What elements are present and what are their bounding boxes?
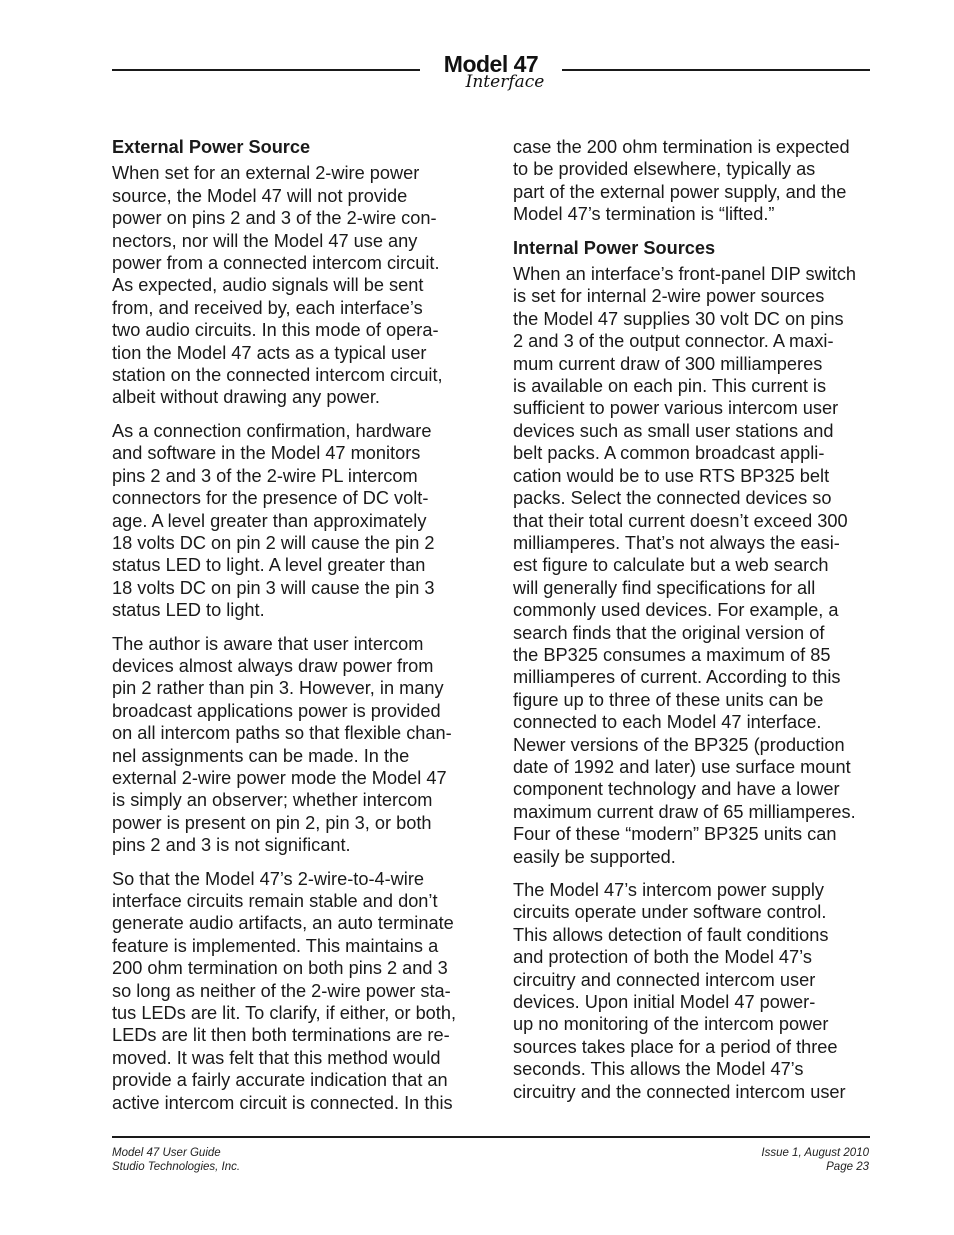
text-line: provide a fairly accurate indication that an: [112, 1070, 448, 1091]
section-heading-internal-power: Internal Power Sources: [513, 237, 716, 258]
text-line: seconds. This allows the Model 47’s: [513, 1059, 804, 1080]
text-line: up no monitoring of the intercom power: [513, 1014, 829, 1035]
footer-rule: [112, 1136, 870, 1138]
text-line: is available on each pin. This current is: [513, 376, 827, 397]
text-line: sufficient to power various intercom user: [513, 398, 839, 419]
text-line: As a connection confirmation, hardware: [112, 420, 432, 441]
text-line: the BP325 consumes a maximum of 85: [513, 644, 831, 665]
paragraph: [513, 879, 875, 1103]
text-line: circuitry and connected intercom user: [513, 969, 816, 990]
text-line: milliamperes of current. According to this: [513, 667, 841, 688]
text-line: figure up to three of these units can be: [513, 689, 824, 710]
text-line: date of 1992 and later) use surface mount: [513, 756, 851, 777]
footer-issue: Issue 1, August 2010: [761, 1147, 869, 1159]
text-line: When an interface’s front-panel DIP switch: [513, 264, 857, 285]
text-line: devices such as small user stations and: [513, 420, 834, 441]
paragraph: [513, 263, 875, 868]
text-line: LEDs are lit then both terminations are re-: [112, 1025, 450, 1046]
text-line: As expected, audio signals will be sent: [112, 275, 424, 296]
text-line: The author is aware that user intercom: [112, 633, 424, 654]
logo-title: Model 47: [443, 51, 539, 77]
header-rule-right: [562, 69, 870, 71]
text-line: tus LEDs are lit. To clarify, if either, or both,: [112, 1003, 457, 1024]
header-rule-left: [112, 69, 420, 71]
text-line: component technology and have a lower: [513, 779, 840, 800]
text-line: devices. Upon initial Model 47 power-: [513, 992, 816, 1013]
footer-company: Studio Technologies, Inc.: [112, 1161, 241, 1173]
text-line: maximum current draw of 65 milliamperes.: [513, 801, 856, 822]
text-line: When set for an external 2-wire power: [112, 163, 420, 184]
text-line: broadcast applications power is provided: [112, 700, 441, 721]
text-line: The Model 47’s intercom power supply: [513, 880, 825, 900]
text-line: est figure to calculate but a web search: [513, 555, 829, 576]
paragraph: [112, 868, 472, 1114]
text-line: nectors, nor will the Model 47 use any: [112, 230, 418, 251]
text-line: 18 volts DC on pin 3 will cause the pin 3: [112, 577, 435, 598]
text-line: part of the external power supply, and the: [513, 181, 847, 202]
text-line: from, and received by, each interface’s: [112, 297, 423, 318]
paragraph: [112, 633, 472, 857]
text-line: circuits operate under software control.: [513, 902, 827, 923]
left-column: [112, 136, 472, 1125]
text-line: so long as neither of the 2-wire power sta-: [112, 980, 451, 1001]
text-line: is simply an observer; whether intercom: [112, 790, 433, 811]
model-47-logo: [420, 52, 562, 90]
text-line: is set for internal 2-wire power sources: [513, 286, 825, 307]
text-line: Model 47’s termination is “lifted.”: [513, 204, 775, 225]
text-line: pins 2 and 3 of the 2-wire PL intercom: [112, 465, 418, 486]
text-line: tion the Model 47 acts as a typical user: [112, 342, 427, 363]
footer-right: [761, 1146, 869, 1174]
text-line: So that the Model 47’s 2-wire-to-4-wire: [112, 868, 425, 889]
paragraph: [112, 420, 472, 622]
text-line: power is present on pin 2, pin 3, or both: [112, 812, 432, 833]
footer-page-number: Page 23: [826, 1161, 869, 1173]
text-line: connected to each Model 47 interface.: [513, 712, 822, 733]
text-line: and software in the Model 47 monitors: [112, 443, 421, 464]
text-line: easily be supported.: [513, 846, 676, 867]
text-line: Newer versions of the BP325 (production: [513, 734, 845, 755]
text-line: connectors for the presence of DC volt-: [112, 488, 429, 509]
text-line: interface circuits remain stable and don’t: [112, 891, 438, 911]
section-heading-external-power: External Power Source: [112, 137, 311, 157]
text-line: to be provided elsewhere, typically as: [513, 159, 816, 180]
text-line: will generally find specifications for all: [513, 577, 816, 598]
text-line: source, the Model 47 will not provide: [112, 185, 408, 206]
text-line: on all intercom paths so that flexible chan-: [112, 723, 452, 744]
text-line: circuitry and the connected intercom user: [513, 1081, 846, 1102]
text-line: station on the connected intercom circuit,: [112, 365, 443, 386]
text-line: pins 2 and 3 is not significant.: [112, 835, 351, 856]
text-line: generate audio artifacts, an auto terminate: [112, 913, 454, 934]
text-line: that their total current doesn’t exceed 300: [513, 510, 848, 531]
right-column: [513, 136, 875, 1114]
text-line: 2 and 3 of the output connector. A maxi-: [513, 331, 834, 352]
text-line: feature is implemented. This maintains a: [112, 935, 439, 956]
text-line: age. A level greater than approximately: [112, 510, 427, 531]
logo-subtitle: Interface: [465, 72, 545, 92]
text-line: two audio circuits. In this mode of opera-: [112, 320, 439, 341]
text-line: Four of these “modern” BP325 units can: [513, 824, 837, 845]
text-line: case the 200 ohm termination is expected: [513, 137, 850, 157]
paragraph: [513, 136, 875, 226]
footer-left: [112, 1146, 240, 1174]
text-line: 200 ohm termination on both pins 2 and 3: [112, 958, 448, 979]
text-line: milliamperes. That’s not always the easi-: [513, 532, 840, 553]
text-line: albeit without drawing any power.: [112, 387, 380, 408]
paragraph: [112, 162, 472, 408]
text-line: active intercom circuit is connected. In this: [112, 1092, 453, 1113]
text-line: sources takes place for a period of three: [513, 1036, 838, 1057]
text-line: cation would be to use RTS BP325 belt: [513, 465, 830, 486]
text-line: devices almost always draw power from: [112, 655, 434, 676]
text-line: status LED to light. A level greater than: [112, 555, 426, 576]
text-line: external 2-wire power mode the Model 47: [112, 767, 447, 788]
text-line: This allows detection of fault conditions: [513, 924, 829, 945]
text-line: pin 2 rather than pin 3. However, in many: [112, 678, 444, 699]
footer-document-title: Model 47 User Guide: [112, 1147, 221, 1159]
text-line: power from a connected intercom circuit.: [112, 253, 440, 274]
text-line: commonly used devices. For example, a: [513, 600, 839, 621]
text-line: and protection of both the Model 47’s: [513, 947, 812, 968]
text-line: status LED to light.: [112, 600, 265, 621]
text-line: mum current draw of 300 milliamperes: [513, 353, 823, 374]
text-line: 18 volts DC on pin 2 will cause the pin 2: [112, 532, 435, 553]
text-line: nel assignments can be made. In the: [112, 745, 410, 766]
text-line: power on pins 2 and 3 of the 2-wire con-: [112, 208, 437, 229]
text-line: packs. Select the connected devices so: [513, 488, 832, 509]
text-line: search finds that the original version of: [513, 622, 825, 643]
text-line: moved. It was felt that this method would: [112, 1047, 441, 1068]
text-line: the Model 47 supplies 30 volt DC on pins: [513, 308, 844, 329]
text-line: belt packs. A common broadcast appli-: [513, 443, 825, 464]
